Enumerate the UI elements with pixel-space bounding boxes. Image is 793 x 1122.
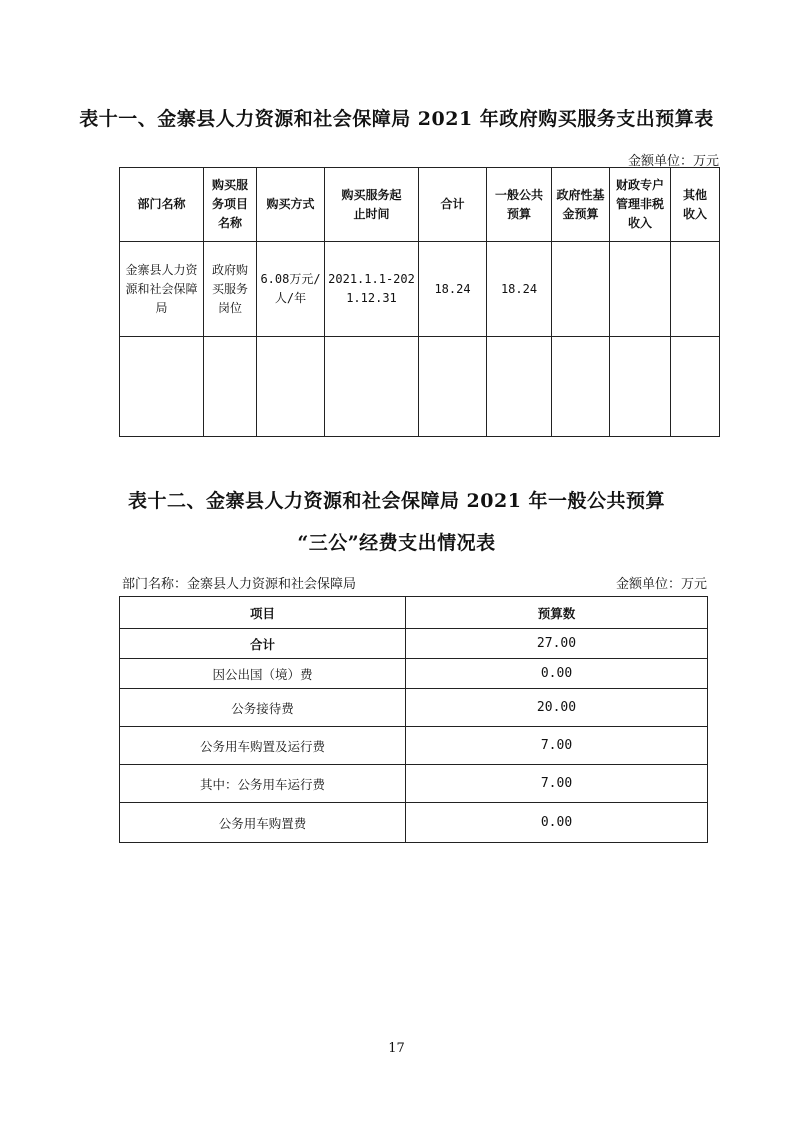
header-budget-amount: 预算数	[406, 597, 708, 629]
table-row	[120, 689, 708, 727]
cell-item: 公务用车购置及运行费	[120, 727, 406, 765]
purchase-services-table	[119, 167, 720, 437]
cell-item: 公务用车购置费	[120, 803, 406, 843]
table12-title-line2: “三公”经费支出情况表	[297, 532, 496, 554]
cell-other-income	[671, 242, 720, 337]
cell-project-name: 政府购买服务岗位	[204, 242, 257, 337]
table-row	[120, 803, 708, 843]
cell-purchase-method: 6.08万元/人/年	[257, 242, 325, 337]
cell-fund-budget	[552, 242, 610, 337]
header-fund-budget: 政府性基金预算	[552, 168, 610, 242]
cell-service-period: 2021.1.1-2021.12.31	[325, 242, 419, 337]
header-other-income: 其他收入	[671, 168, 720, 242]
header-special-account: 财政专户管理非税收入	[610, 168, 671, 242]
cell-amount: 7.00	[406, 765, 708, 803]
cell-empty	[610, 337, 671, 437]
table12-dept: 部门名称：金寨县人力资源和社会保障局	[122, 577, 357, 592]
three-public-expenses-table	[119, 596, 708, 843]
cell-amount: 20.00	[406, 689, 708, 727]
cell-empty	[204, 337, 257, 437]
table11-title: 表十一、金寨县人力资源和社会保障局 2021 年政府购买服务支出预算表	[79, 108, 714, 130]
header-item: 项目	[120, 597, 406, 629]
cell-empty	[487, 337, 552, 437]
cell-total: 18.24	[419, 242, 487, 337]
table-row	[120, 242, 720, 337]
cell-dept-name: 金寨县人力资源和社会保障局	[120, 242, 204, 337]
header-general-budget: 一般公共预算	[487, 168, 552, 242]
table-row	[120, 659, 708, 689]
cell-item: 其中：公务用车运行费	[120, 765, 406, 803]
table-row	[120, 629, 708, 659]
table11-unit: 金额单位：万元	[627, 154, 719, 169]
header-service-period: 购买服务起止时间	[325, 168, 419, 242]
cell-empty	[120, 337, 204, 437]
cell-item: 公务接待费	[120, 689, 406, 727]
cell-empty	[671, 337, 720, 437]
table12-unit: 金额单位：万元	[615, 577, 707, 592]
table-row	[120, 727, 708, 765]
header-purchase-method: 购买方式	[257, 168, 325, 242]
cell-empty	[419, 337, 487, 437]
cell-item: 合计	[120, 629, 406, 659]
cell-amount: 27.00	[406, 629, 708, 659]
cell-amount: 0.00	[406, 803, 708, 843]
cell-empty	[552, 337, 610, 437]
table-row	[120, 765, 708, 803]
cell-amount: 0.00	[406, 659, 708, 689]
cell-special-account	[610, 242, 671, 337]
header-total: 合计	[419, 168, 487, 242]
header-project-name: 购买服务项目名称	[204, 168, 257, 242]
page-number: 17	[388, 1041, 405, 1056]
cell-amount: 7.00	[406, 727, 708, 765]
cell-general-budget: 18.24	[487, 242, 552, 337]
table12-title-line1: 表十二、金寨县人力资源和社会保障局 2021 年一般公共预算	[127, 490, 666, 512]
cell-item: 因公出国（境）费	[120, 659, 406, 689]
header-dept-name: 部门名称	[120, 168, 204, 242]
table-row	[120, 337, 720, 437]
cell-empty	[257, 337, 325, 437]
cell-empty	[325, 337, 419, 437]
